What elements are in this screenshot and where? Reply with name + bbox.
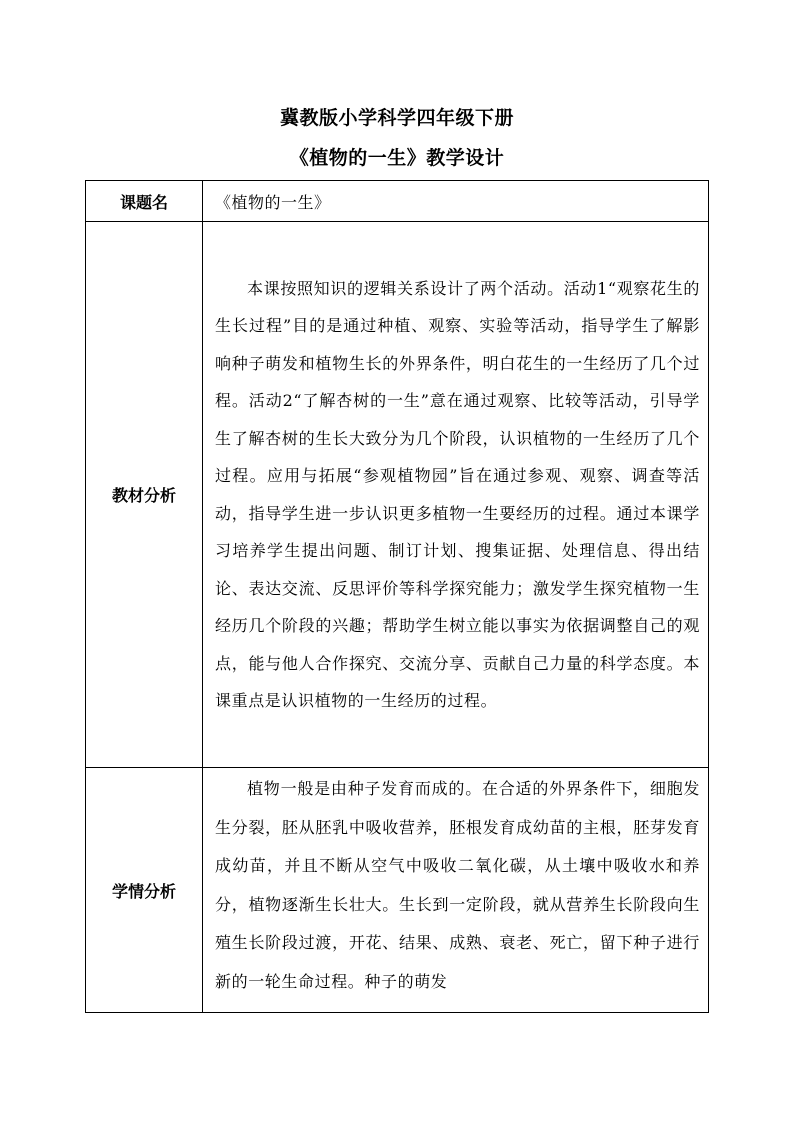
document-title: 冀教版小学科学四年级下册 bbox=[279, 107, 514, 129]
lesson-plan-table bbox=[85, 180, 709, 1013]
topic-value: 《植物的一生》 bbox=[203, 181, 709, 222]
table-row bbox=[86, 181, 709, 222]
textbook-analysis-text: 本课按照知识的逻辑关系设计了两个活动。活动1“观察花生的生长过程”目的是通过种植、观察、实验等活动，指导学生了解影响种子萌发和植物生长的外界条件，明白花生的一生经历了几个过程。活动2“了解杏树的一生”意在通过观察、比较等活动，引导学生了解杏树的生长大致分为几个阶段，认识植物的一生经历了几个过程。应用与拓展“参观植物园”旨在通过参观、观察、调查等活动，指导学生进一步认识更多植物一生要经历的过程。通过本课学习培养学生提出问题、制订计划、搜集证据、处理信息、得出结论、表达交流、反思评价等科学探究能力；激发学生探究植物一生经历几个阶段的兴趣；帮助学生树立能以事实为依据调整自己的观点，能与他人合作探究、交流分享、贡献自己力量的科学态度。本课重点是认识植物的一生经历的过程。 bbox=[215, 278, 700, 710]
document-subtitle: 《植物的一生》教学设计 bbox=[289, 147, 505, 169]
student-analysis-text: 植物一般是由种子发育而成的。在合适的外界条件下，细胞发生分裂，胚从胚乳中吸收营养，胚根发育成幼苗的主根，胚芽发育成幼苗，并且不断从空气中吸收二氧化碳，从土壤中吸收水和养分，植物逐渐生长壮大。生长到一定阶段，就从营养生长阶段向生殖生长阶段过渡，开花、结果、成熟、衰老、死亡，留下种子进行新的一轮生命过程。种子的萌发 bbox=[215, 779, 700, 991]
row-label-textbook-analysis: 教材分析 bbox=[86, 222, 203, 768]
student-analysis-cell bbox=[203, 768, 709, 1013]
table-row bbox=[86, 222, 709, 768]
textbook-analysis-cell bbox=[203, 222, 709, 768]
table-row bbox=[86, 768, 709, 1013]
row-label-student-analysis: 学情分析 bbox=[86, 768, 203, 1013]
row-label-topic: 课题名 bbox=[86, 181, 203, 222]
